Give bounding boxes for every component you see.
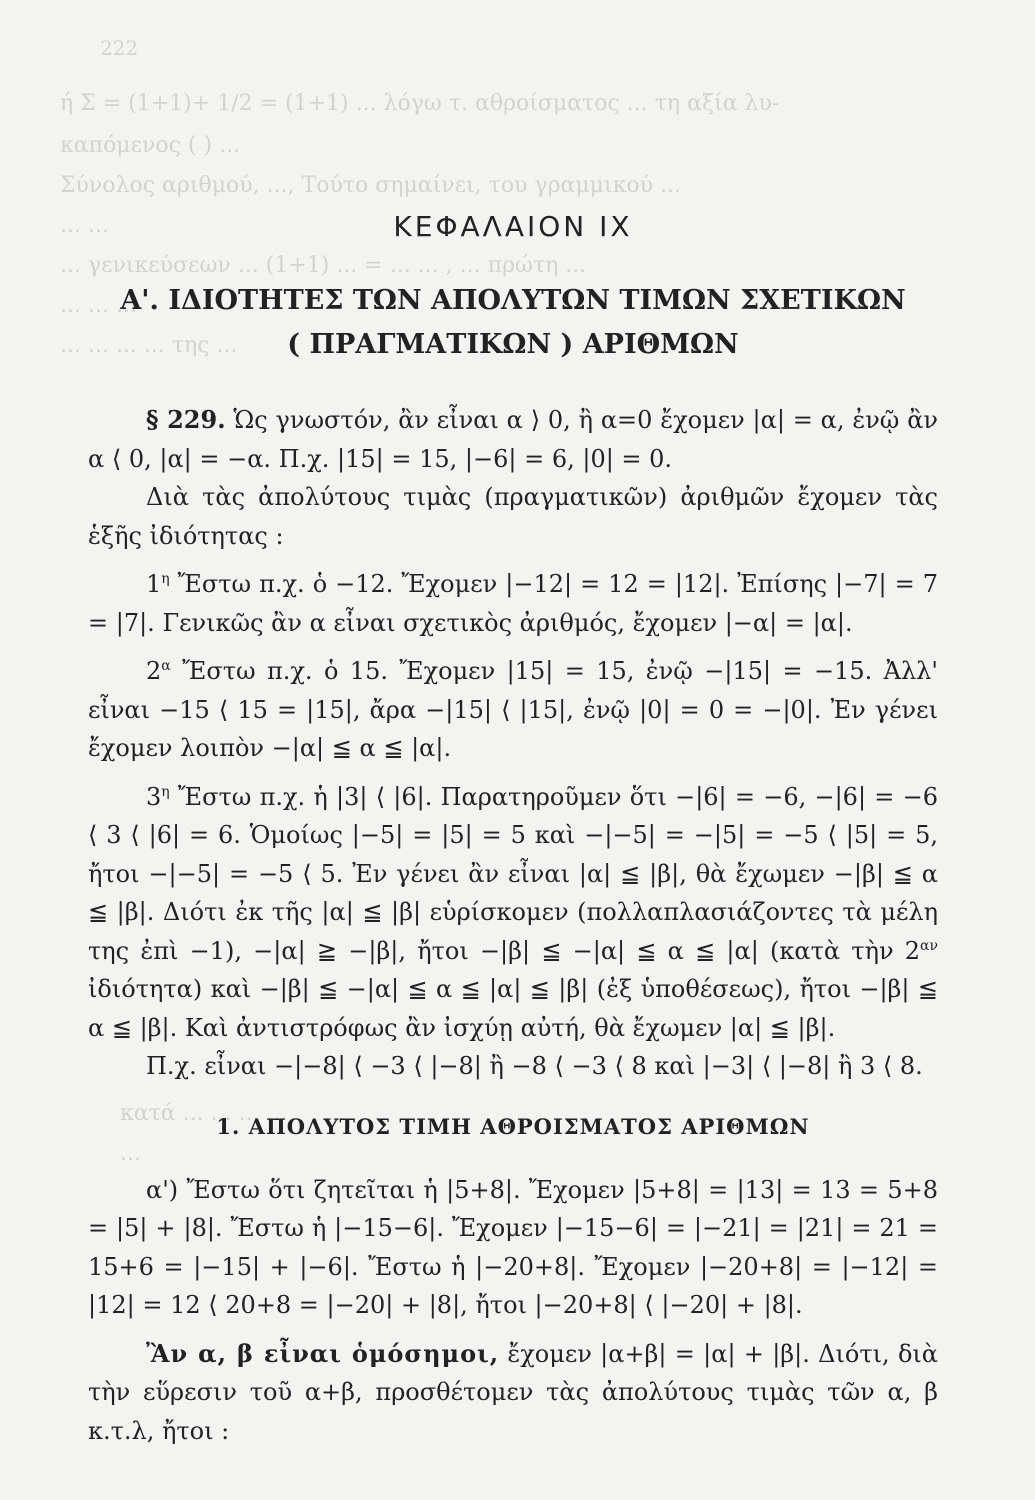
section-number: § 229.: [146, 405, 226, 434]
bleed-line: ... γενικεύσεων ... (1+1) ... = ... ... , ... πρώτη ...: [60, 253, 587, 278]
paragraph-text: Ὡς γνωστόν, ἂν εἶναι α ⟩ 0, ἢ α=0 ἔχομεν |α| = α, ἐνῷ ἂν α ⟨ 0, |α| = −α. Π.χ. |15| = 15, |−6| = 6, |0| = 0.: [88, 406, 939, 473]
emphasis-text: Ἂν α, β εἶναι ὁμόσημοι,: [146, 1338, 500, 1368]
ordinal-suffix: η: [161, 571, 170, 587]
paragraph-text: ἔχομεν |α+β| = |α| + |β|. Διότι, διὰ τὴν εὕρεσιν τοῦ α+β, προσθέτομεν τὰς ἀπολύτους τιμὰς τῶν α, β κ.τ.λ, ἤτοι :: [88, 1339, 939, 1445]
paragraph-intro: Διὰ τὰς ἀπολύτους τιμὰς (πραγματικῶν) ἀριθμῶν ἔχομεν τὰς ἑξῆς ἰδιότητας :: [88, 483, 938, 550]
section-title-line-1: Α'. ΙΔΙΟΤΗΤΕΣ ΤΩΝ ΑΠΟΛΥΤΩΝ ΤΙΜΩΝ ΣΧΕΤΙΚΩΝ: [120, 285, 906, 316]
paragraph-a: α') Ἔστω ὅτι ζητεῖται ἡ |5+8|. Ἔχομεν |5+8| = |13| = 13 = 5+8 = |5| + |8|. Ἔστω ἡ |−15−6|. Ἔχομεν |−15−6| = |−21| = |21| = 21 = 15+6 = |−15| + |−6|. Ἔστω ἡ |−20+8|. Ἔχομεν |−20+8| = |−12| = |12| = 12 ⟨ 20+8 = |−20| + |8|, ἤτοι |−20+8| ⟨ |−20| + |8|.: [88, 1175, 938, 1319]
property-text: ἰδιότητα) καὶ −|β| ≦ −|α| ≦ α ≦ |α| ≦ |β| (ἐξ ὑποθέσεως), ἤτοι −|β| ≦ α ≦ |β|. Καὶ ἀντιστρόφως ἂν ἰσχύῃ αὐτή, θὰ ἔχωμεν |α| ≦ |β|.: [88, 975, 938, 1042]
property-1: [88, 565, 938, 642]
ordinal-suffix: α: [161, 658, 171, 674]
property-number: 3: [146, 782, 162, 811]
bleed-line: κατά ... ... ... ...: [120, 1101, 288, 1126]
property-number: 2: [146, 657, 162, 685]
chapter-title: ΚΕΦΑΛΑΙΟΝ ΙΧ: [393, 210, 633, 243]
property-number: 1: [146, 570, 162, 598]
example-paragraph: Π.χ. εἶναι −|−8| ⟨ −3 ⟨ |−8| ἢ −8 ⟨ −3 ⟨ 8 καὶ |−3| ⟨ |−8| ἢ 3 ⟨ 8.: [146, 1052, 923, 1080]
paragraph-same-sign: [88, 1335, 938, 1451]
bleed-line: Σύνολος αριθμού, ..., Τούτο σημαίνει, του γραμμικού ...: [60, 173, 681, 198]
property-text: Ἔστω π.χ. ἡ |3| ⟨ |6|. Παρατηροῦμεν ὅτι −|6| = −6, −|6| = −6 ⟨ 3 ⟨ |6| = 6. Ὁμοίως |−5| = |5| = 5 καὶ −|−5| = −|5| = −5 ⟨ |5| = 5, ἤτοι −|−5| = −5 ⟨ 5. Ἐν γένει ἂν εἶναι |α| ≦ |β|, θὰ ἔχωμεν −|β| ≦ α ≦ |β|. Διότι ἐκ τῆς |α| ≦ |β| εὑρίσκομεν (πολλαπλασιάζοντες τὰ μέλη της ἐπὶ −1), −|α| ≧ −|β|, ἤτοι −|β| ≦ −|α| ≦ α ≦ |α| (κατὰ τὴν 2: [88, 782, 938, 965]
ordinal-suffix: αν: [920, 937, 938, 954]
property-text: Ἔστω π.χ. ὁ −12. Ἔχομεν |−12| = 12 = |12|. Ἐπίσης |−7| = 7 = |7|. Γενικῶς ἂν α εἶναι σχετικὸς ἀριθμός, ἔχομεν |−α| = |α|.: [88, 570, 938, 637]
paragraph-229: [88, 401, 938, 478]
subsection-heading: 1. ΑΠΟΛΥΤΟΣ ΤΙΜΗ ΑΘΡΟΙΣΜΑΤΟΣ ΑΡΙΘΜΩΝ: [216, 1113, 810, 1139]
bleed-line: καπόμενος ( ) ...: [60, 133, 241, 158]
bleed-page-number: 222: [100, 36, 139, 60]
bleed-line: ή Σ = (1+1)+ 1/2 = (1+1) ... λόγω τ. αθροίσματος ... τη αξία λυ-: [60, 91, 780, 116]
section-title-line-2: ( ΠΡΑΓΜΑΤΙΚΩΝ ) ΑΡΙΘΜΩΝ: [287, 329, 739, 360]
bleed-line: ... ... ... ... της ...: [60, 333, 238, 358]
page-body: [88, 210, 938, 1450]
bleed-line: ... ...: [60, 213, 109, 238]
property-text: Ἔστω π.χ. ὁ 15. Ἔχομεν |15| = 15, ἐνῷ −|15| = −15. Ἀλλ' εἶναι −15 ⟨ 15 = |15|, ἄρα −|15| ⟨ |15|, ἐνῷ |0| = 0 = −|0|. Ἐν γένει ἔχομεν λοιπὸν −|α| ≦ α ≦ |α|.: [88, 657, 938, 762]
bleed-line: ... ... ...: [60, 293, 137, 318]
ordinal-suffix: η: [161, 783, 170, 800]
property-3: [88, 778, 938, 1048]
bleed-line: ...: [120, 1141, 141, 1166]
property-2: [88, 652, 938, 768]
